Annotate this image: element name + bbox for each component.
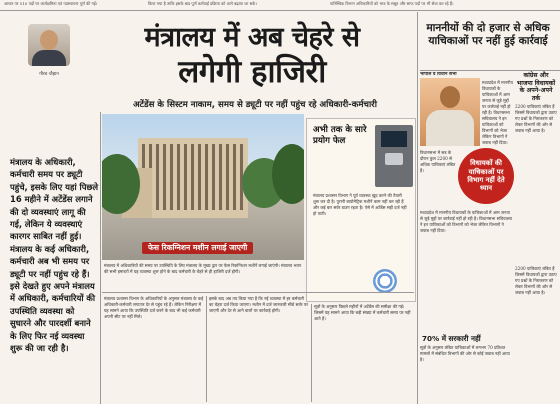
right-divider: [420, 70, 560, 71]
red-callout-bubble: [458, 148, 514, 204]
reporter-byline: गौरव चौहान: [39, 72, 59, 77]
right-body-3a: मध्यप्रदेश में माननीय विधायकों के याचिकाओं में आम जनता से जुड़े मुद्दों पर कार्रवाई नहीं हो रही है। विधानसभा सचिवालय ने इन याचिकाओं को विभागों को भेजा लेकिन विभागों ने जवाब नहीं दिया।: [420, 210, 512, 233]
inset-title: अभी तक के सारे प्रयोग फेल: [313, 125, 367, 146]
top-strip: [0, 0, 560, 10]
column-rule: [100, 112, 101, 404]
legislator-photo: [420, 78, 480, 146]
right-body-1: मध्यप्रदेश में माननीय विधायकों के याचिकाओं में आम जनता से जुड़े मुद्दों पर कार्रवाई नहीं हो रही है। विधानसभा सचिवालय ने इन याचिकाओं को विभागों को भेजा लेकिन विभागों ने जवाब नहीं दिया।: [482, 80, 513, 145]
main-headline: [104, 22, 400, 90]
reporter-avatar: [28, 24, 70, 66]
right-column-rule: [417, 12, 418, 404]
right-body-4: 2200 याचिकाएं लंबित हैं जिसमें विधायकों द्वारा उठाए गए प्रश्नों के निराकरण को लेकर विभागों की ओर से जवाब नहीं आया है।: [515, 266, 557, 295]
top-strip-left: आधार पर 510 पदों पर कार्यक्षमिता एवं पदस्थापना पूर्ण की गई।: [4, 1, 98, 6]
face-recognition-machine-icon: [375, 125, 413, 187]
body-column-2: इसके बाद अब तय किया गया है कि नई व्यवस्था में हर कर्मचारी का चेहरा दर्ज किया जाएगा। मशीन में दर्ज जानकारी सीधे सर्वर पर जाएगी और देर से आने वालों पर कार्रवाई होगी।: [209, 296, 308, 313]
photo-caption: फेस रिकग्निशन मशीन लगाई जाएगी: [142, 242, 253, 254]
top-strip-middle: किया गया है ताकि इसके बाद पूर्ण कार्रवाई प्रक्रिया को आगे बढ़ाया जा सके।: [148, 1, 257, 6]
ministry-building-photo: [102, 114, 304, 260]
body-column-3: सूत्रों के अनुसार पिछले महीनों में अटेंडेंस की समीक्षा की गई। जिसमें यह सामने आया कि बड़ी संख्या में कर्मचारी समय पर नहीं आते हैं।: [314, 304, 411, 321]
right-sidebar-body: 2200 याचिकाएं लंबित हैं जिसमें विधायकों द्वारा उठाए गए प्रश्नों के निराकरण को लेकर विभागों की ओर से जवाब नहीं आया है।: [515, 104, 557, 133]
intro-text: मंत्रालय के अधिकारी, कर्मचारी समय पर ड्यूटी पहुंचे, इसके लिए यहां पिछले 16 महीने में अटेंडेंस लगाने की दो व्यवस्थाएं लागू की गई, लेकिन ये व्यवस्थाएं कारगर साबित नहीं हुई। मंत्रालय के कई अधिकारी, कर्मचारी अब भी समय पर ड्यूटी पर नहीं पहुंच रहे हैं। इसे देखते हुए अपने मंत्रालय में अधिकारी, कर्मचारियों की उपस्थिति व्यवस्था को सुधारने और पारदर्शी बनाने के लिए फिर नई व्यवस्था शुरू की जा रही है।: [10, 157, 98, 354]
right-sidebar-title: कांग्रेस और भाजपा विधायकों के अपने-अपने तर्क: [516, 72, 556, 102]
body-column-1: मंत्रालय प्रशासन विभाग के अधिकारियों के अनुसार मंत्रालय के कई अधिकारी-कर्मचारी लगातार देर से पहुंच रहे हैं। लेकिन निरीक्षण में यह सामने आया कि उपस्थिति दर्ज करने के बाद भी कई कर्मचारी अपनी सीट पर नहीं मिले।: [104, 296, 204, 319]
body-divider: [102, 292, 414, 293]
top-divider: [0, 10, 560, 11]
top-strip-right: पारिस्थिक विभाग अधिकारियों को भाव के सबूत और साफ पदों पर भी सेवा कर रहे हैं।: [330, 1, 454, 6]
body-col-rule-2: [311, 304, 312, 402]
right-headline: माननीयों की दो हजार से अधिक याचिकाओं पर नहीं हुई कार्रवाई: [426, 22, 550, 48]
headline-line-2: लगेगी हाजिरी: [178, 54, 326, 90]
fingerprint-icon: [373, 269, 397, 293]
right-body-2: विधानसभा में सत्र के दौरान कुल 2200 से अधिक याचिकाएं लंबित हैं।: [420, 150, 456, 173]
right-body-3: सूत्रों के अनुसार लंबित याचिकाओं में लगभग 70 प्रतिशत मामलों में संबंधित विभागों की ओर से कोई जवाब नहीं आया है।: [420, 345, 510, 362]
inset-body: मंत्रालय प्रशासन विभाग ने पूर्व व्यवस्था ख़ुद करने की तैयारी शुरू कर दी है। पुरानी बायोमेट्रिक मशीनें काम नहीं कर रही हैं और कई बार सर्वर डाउन रहता है। ऐसे में अटेंडेंस सही दर्ज नहीं हो पाती।: [313, 193, 407, 216]
headline-line-1: मंत्रालय में अब चेहरे से: [144, 22, 360, 53]
right-dateline: भोपाल व विधान सभा: [420, 72, 457, 77]
sub-headline: अटेंडेंस के सिस्टम नाकाम, समय से ड्यूटी पर नहीं पहुंच रहे अधिकारी-कर्मचारी: [133, 100, 377, 110]
section-heading: 70% में सरकारी नहीं: [422, 334, 481, 343]
callout-text: विधायकों की याचिकाओं पर विभाग नहीं देते ध्यान: [467, 159, 505, 193]
body-col-rule-1: [206, 296, 207, 402]
inset-box: [306, 118, 416, 302]
photo-body-text: मंत्रालय में अधिकारियों की समय पर उपस्थिति के लिए मंत्रालय के मुख्य द्वार पर फेस रिकग्निशन मशीनें लगाई जाएंगी। मंत्रालय भवन की सभी इमारतों में यह व्यवस्था शुरू होने के बाद कर्मचारी के चेहरे से ही हाजिरी दर्ज होगी।: [104, 263, 302, 274]
